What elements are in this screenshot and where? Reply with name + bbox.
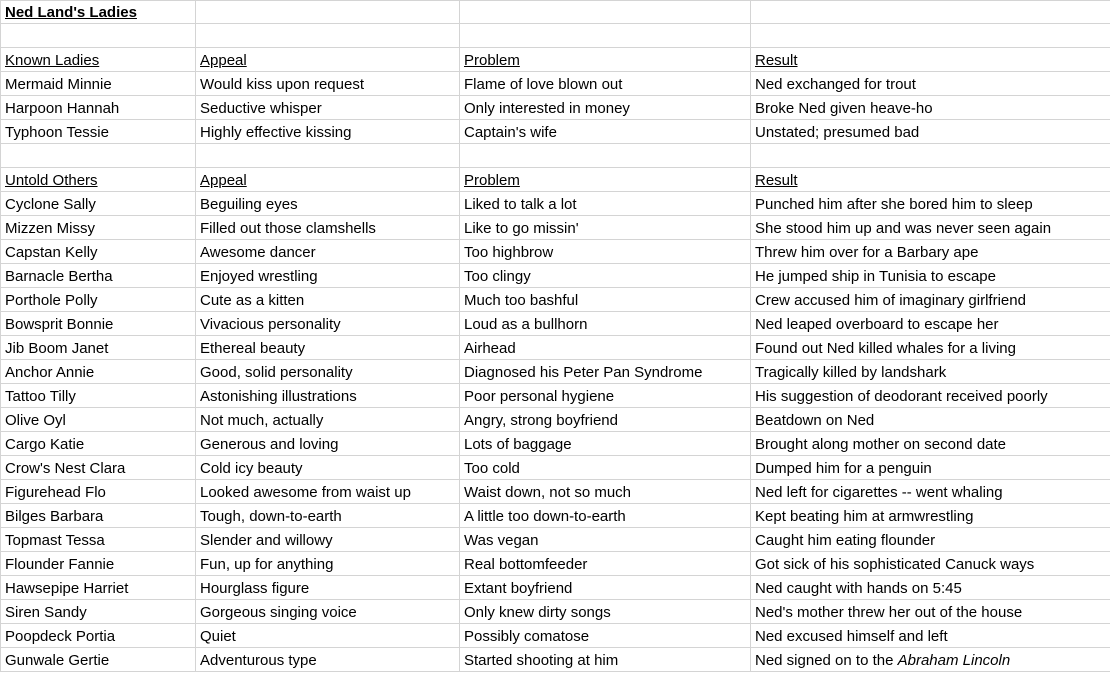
cell-text: Enjoyed wrestling xyxy=(200,268,318,285)
cell-text: Ned leaped overboard to escape her xyxy=(755,316,999,333)
cell[interactable] xyxy=(196,432,460,456)
cell-text: Filled out those clamshells xyxy=(200,220,376,237)
cell-text: Capstan Kelly xyxy=(5,244,98,261)
cell[interactable] xyxy=(460,456,751,480)
cell[interactable] xyxy=(1,432,196,456)
cell-text: Mizzen Missy xyxy=(5,220,96,237)
cell[interactable] xyxy=(751,144,1110,168)
cell-text: Olive Oyl xyxy=(5,412,66,429)
cell-text: Cargo Katie xyxy=(5,436,85,453)
cell-text: Gorgeous singing voice xyxy=(200,604,357,621)
cell-text: Flounder Fannie xyxy=(5,556,115,573)
cell[interactable] xyxy=(196,360,460,384)
cell-text: Slender and willowy xyxy=(200,532,333,549)
cell[interactable] xyxy=(1,24,196,48)
table-row xyxy=(1,288,1110,312)
cell[interactable] xyxy=(460,216,751,240)
cell[interactable] xyxy=(751,480,1110,504)
cell[interactable] xyxy=(196,456,460,480)
table-row xyxy=(1,408,1110,432)
cell[interactable] xyxy=(1,336,196,360)
cell[interactable] xyxy=(751,456,1110,480)
cell-text: Started shooting at him xyxy=(464,652,619,669)
table-row xyxy=(1,528,1110,552)
cell-text: Astonishing illustrations xyxy=(200,388,357,405)
table-row xyxy=(1,432,1110,456)
cell-text: Ned left for cigarettes -- went whaling xyxy=(755,484,1003,501)
cell[interactable] xyxy=(460,576,751,600)
cell[interactable] xyxy=(196,336,460,360)
cell[interactable] xyxy=(1,528,196,552)
sheet-title: Ned Land's Ladies xyxy=(5,4,137,21)
cell-text: Flame of love blown out xyxy=(464,76,623,93)
cell[interactable] xyxy=(460,120,751,144)
cell[interactable] xyxy=(196,576,460,600)
cell[interactable] xyxy=(460,96,751,120)
cell[interactable] xyxy=(1,312,196,336)
cell[interactable] xyxy=(196,288,460,312)
table-row xyxy=(1,96,1110,120)
cell[interactable] xyxy=(751,552,1110,576)
cell[interactable] xyxy=(196,48,460,72)
cell-text: Hawsepipe Harriet xyxy=(5,580,129,597)
empty-row xyxy=(1,24,1110,48)
known-header-row xyxy=(1,48,1110,72)
cell-text: Got sick of his sophisticated Canuck ways xyxy=(755,556,1035,573)
cell-text: Gunwale Gertie xyxy=(5,652,110,669)
cell[interactable] xyxy=(460,72,751,96)
cell[interactable] xyxy=(196,120,460,144)
cell[interactable] xyxy=(751,216,1110,240)
cell[interactable] xyxy=(460,648,751,672)
cell[interactable] xyxy=(751,648,1110,672)
cell[interactable] xyxy=(196,480,460,504)
cell[interactable] xyxy=(460,288,751,312)
cell[interactable] xyxy=(751,264,1110,288)
cell[interactable] xyxy=(751,576,1110,600)
cell[interactable] xyxy=(1,216,196,240)
table-row xyxy=(1,264,1110,288)
cell[interactable] xyxy=(196,24,460,48)
cell[interactable] xyxy=(751,528,1110,552)
cell[interactable] xyxy=(1,1,196,24)
cell[interactable] xyxy=(196,600,460,624)
cell[interactable] xyxy=(1,288,196,312)
cell[interactable] xyxy=(196,648,460,672)
cell[interactable] xyxy=(460,360,751,384)
cell-text: Harpoon Hannah xyxy=(5,100,120,117)
cell-text: Tragically killed by landshark xyxy=(755,364,947,381)
table-row xyxy=(1,120,1110,144)
table-row xyxy=(1,504,1110,528)
cell-text: Tattoo Tilly xyxy=(5,388,76,405)
cell[interactable] xyxy=(751,192,1110,216)
untold-header-row xyxy=(1,168,1110,192)
cell[interactable] xyxy=(1,576,196,600)
cell-text: Porthole Polly xyxy=(5,292,98,309)
cell[interactable] xyxy=(196,144,460,168)
cell[interactable] xyxy=(196,504,460,528)
cell[interactable] xyxy=(460,552,751,576)
table-row xyxy=(1,552,1110,576)
cell-text: Cute as a kitten xyxy=(200,292,305,309)
table-row xyxy=(1,240,1110,264)
cell[interactable] xyxy=(196,1,460,24)
column-header: Known Ladies xyxy=(5,52,100,69)
cell-text: A little too down-to-earth xyxy=(464,508,626,525)
cell[interactable] xyxy=(460,144,751,168)
cell-text: Diagnosed his Peter Pan Syndrome xyxy=(464,364,703,381)
cell[interactable] xyxy=(460,624,751,648)
column-header: Appeal xyxy=(200,52,247,69)
cell[interactable] xyxy=(196,408,460,432)
cell-text: Tough, down-to-earth xyxy=(200,508,342,525)
cell[interactable] xyxy=(751,336,1110,360)
cell[interactable] xyxy=(751,312,1110,336)
cell-text: Highly effective kissing xyxy=(200,124,352,141)
cell-text: Beguiling eyes xyxy=(200,196,298,213)
cell-text: Adventurous type xyxy=(200,652,317,669)
cell-text: Poopdeck Portia xyxy=(5,628,116,645)
cell-text: Fun, up for anything xyxy=(200,556,334,573)
ship-name: Abraham Lincoln xyxy=(897,652,1011,669)
cell[interactable] xyxy=(460,1,751,24)
cell[interactable] xyxy=(460,432,751,456)
cell[interactable] xyxy=(751,96,1110,120)
cell-text: Broke Ned given heave-ho xyxy=(755,100,933,117)
table-row xyxy=(1,648,1110,672)
cell[interactable] xyxy=(751,408,1110,432)
cell-text: Jib Boom Janet xyxy=(5,340,109,357)
cell-text: Brought along mother on second date xyxy=(755,436,1007,453)
cell[interactable] xyxy=(460,408,751,432)
cell[interactable] xyxy=(196,192,460,216)
cell-text: Waist down, not so much xyxy=(464,484,632,501)
cell[interactable] xyxy=(460,504,751,528)
cell-text: Ned signed on to the xyxy=(755,652,898,669)
table-row xyxy=(1,72,1110,96)
cell[interactable] xyxy=(1,600,196,624)
cell[interactable] xyxy=(196,528,460,552)
cell[interactable] xyxy=(196,624,460,648)
cell[interactable] xyxy=(196,312,460,336)
cell[interactable] xyxy=(751,72,1110,96)
cell[interactable] xyxy=(751,240,1110,264)
cell-text: Lots of baggage xyxy=(464,436,572,453)
column-header: Problem xyxy=(464,172,520,189)
cell-text: Ethereal beauty xyxy=(200,340,306,357)
table-row xyxy=(1,576,1110,600)
cell-text: Possibly comatose xyxy=(464,628,590,645)
cell-text: Angry, strong boyfriend xyxy=(464,412,618,429)
cell[interactable] xyxy=(1,72,196,96)
cell[interactable] xyxy=(751,48,1110,72)
cell[interactable] xyxy=(751,384,1110,408)
cell-text: Much too bashful xyxy=(464,292,579,309)
cell-text: Ned caught with hands on 5:45 xyxy=(755,580,962,597)
cell[interactable] xyxy=(460,240,751,264)
cell-text: Too highbrow xyxy=(464,244,554,261)
cell-text: Only interested in money xyxy=(464,100,630,117)
cell-text: Mermaid Minnie xyxy=(5,76,112,93)
cell[interactable] xyxy=(460,24,751,48)
cell-text: Generous and loving xyxy=(200,436,339,453)
cell[interactable] xyxy=(196,552,460,576)
cell[interactable] xyxy=(1,552,196,576)
cell-text: Ned exchanged for trout xyxy=(755,76,916,93)
cell[interactable] xyxy=(1,168,196,192)
cell[interactable] xyxy=(196,240,460,264)
cell[interactable] xyxy=(1,480,196,504)
cell-text: Typhoon Tessie xyxy=(5,124,109,141)
cell[interactable] xyxy=(751,120,1110,144)
cell[interactable] xyxy=(1,648,196,672)
cell-text: Real bottomfeeder xyxy=(464,556,588,573)
table-row xyxy=(1,336,1110,360)
cell[interactable] xyxy=(751,624,1110,648)
cell[interactable] xyxy=(1,120,196,144)
cell-text: Extant boyfriend xyxy=(464,580,573,597)
cell-text: Anchor Annie xyxy=(5,364,95,381)
cell[interactable] xyxy=(751,600,1110,624)
cell-text: Like to go missin' xyxy=(464,220,579,237)
cell[interactable] xyxy=(751,24,1110,48)
cell-text: Bilges Barbara xyxy=(5,508,104,525)
cell[interactable] xyxy=(751,504,1110,528)
cell-text: Too cold xyxy=(464,460,520,477)
column-header: Problem xyxy=(464,52,520,69)
cell-text: Airhead xyxy=(464,340,516,357)
cell-text: Crow's Nest Clara xyxy=(5,460,126,477)
cell[interactable] xyxy=(1,264,196,288)
cell-text: Good, solid personality xyxy=(200,364,353,381)
cell[interactable] xyxy=(751,360,1110,384)
cell[interactable] xyxy=(460,48,751,72)
table-row xyxy=(1,480,1110,504)
cell[interactable] xyxy=(196,72,460,96)
cell[interactable] xyxy=(196,96,460,120)
cell[interactable] xyxy=(460,480,751,504)
column-header: Result xyxy=(755,52,798,69)
table-row xyxy=(1,624,1110,648)
cell-text: Caught him eating flounder xyxy=(755,532,936,549)
cell-text: Poor personal hygiene xyxy=(464,388,615,405)
table-row xyxy=(1,456,1110,480)
cell-text: Not much, actually xyxy=(200,412,324,429)
cell[interactable] xyxy=(1,192,196,216)
cell-text: Hourglass figure xyxy=(200,580,310,597)
table-row xyxy=(1,192,1110,216)
cell-text: Figurehead Flo xyxy=(5,484,106,501)
cell[interactable] xyxy=(460,168,751,192)
cell-text: Ned excused himself and left xyxy=(755,628,948,645)
cell[interactable] xyxy=(751,168,1110,192)
cell[interactable] xyxy=(196,168,460,192)
empty-row xyxy=(1,144,1110,168)
table-row xyxy=(1,600,1110,624)
cell-text: He jumped ship in Tunisia to escape xyxy=(755,268,996,285)
column-header: Appeal xyxy=(200,172,247,189)
cell[interactable] xyxy=(751,288,1110,312)
title-row xyxy=(1,1,1110,24)
cell[interactable] xyxy=(196,216,460,240)
cell[interactable] xyxy=(460,336,751,360)
cell-text: Awesome dancer xyxy=(200,244,316,261)
cell-text: Bowsprit Bonnie xyxy=(5,316,114,333)
cell[interactable] xyxy=(460,264,751,288)
cell-text: Cold icy beauty xyxy=(200,460,303,477)
table-row xyxy=(1,216,1110,240)
cell[interactable] xyxy=(460,600,751,624)
cell-text: Would kiss upon request xyxy=(200,76,364,93)
cell[interactable] xyxy=(460,192,751,216)
cell-text: Barnacle Bertha xyxy=(5,268,113,285)
cell-text: Dumped him for a penguin xyxy=(755,460,932,477)
cell[interactable] xyxy=(1,144,196,168)
cell[interactable] xyxy=(1,384,196,408)
cell-text: Punched him after she bored him to sleep xyxy=(755,196,1033,213)
cell[interactable] xyxy=(196,264,460,288)
column-header: Result xyxy=(755,172,798,189)
cell-text: Vivacious personality xyxy=(200,316,341,333)
column-header: Untold Others xyxy=(5,172,98,189)
cell-text: Siren Sandy xyxy=(5,604,87,621)
cell-text: His suggestion of deodorant received poorly xyxy=(755,388,1048,405)
cell[interactable] xyxy=(460,312,751,336)
cell-text: Too clingy xyxy=(464,268,531,285)
cell-text: Unstated; presumed bad xyxy=(755,124,920,141)
cell[interactable] xyxy=(1,624,196,648)
cell[interactable] xyxy=(460,384,751,408)
cell-text: Liked to talk a lot xyxy=(464,196,577,213)
cell-text: Cyclone Sally xyxy=(5,196,96,213)
cell[interactable] xyxy=(751,1,1110,24)
cell-text: Found out Ned killed whales for a living xyxy=(755,340,1016,357)
cell[interactable] xyxy=(751,432,1110,456)
cell-text: Ned's mother threw her out of the house xyxy=(755,604,1023,621)
cell-text: Crew accused him of imaginary girlfriend xyxy=(755,292,1026,309)
table-row xyxy=(1,384,1110,408)
cell-text: Beatdown on Ned xyxy=(755,412,875,429)
cell[interactable] xyxy=(1,456,196,480)
cell[interactable] xyxy=(460,528,751,552)
cell[interactable] xyxy=(1,408,196,432)
cell-text: Seductive whisper xyxy=(200,100,322,117)
cell[interactable] xyxy=(1,48,196,72)
cell[interactable] xyxy=(196,384,460,408)
table-row xyxy=(1,312,1110,336)
cell-text: Looked awesome from waist up xyxy=(200,484,411,501)
table-row xyxy=(1,360,1110,384)
cell[interactable] xyxy=(1,504,196,528)
cell-text: Only knew dirty songs xyxy=(464,604,611,621)
cell-text: Loud as a bullhorn xyxy=(464,316,588,333)
cell-text: Threw him over for a Barbary ape xyxy=(755,244,979,261)
cell-text: Captain's wife xyxy=(464,124,557,141)
cell-text: She stood him up and was never seen again xyxy=(755,220,1052,237)
cell-text: Topmast Tessa xyxy=(5,532,105,549)
cell[interactable] xyxy=(1,360,196,384)
cell[interactable] xyxy=(1,96,196,120)
cell-text: Quiet xyxy=(200,628,236,645)
cell[interactable] xyxy=(1,240,196,264)
cell-text: Kept beating him at armwrestling xyxy=(755,508,974,525)
cell-text: Was vegan xyxy=(464,532,539,549)
